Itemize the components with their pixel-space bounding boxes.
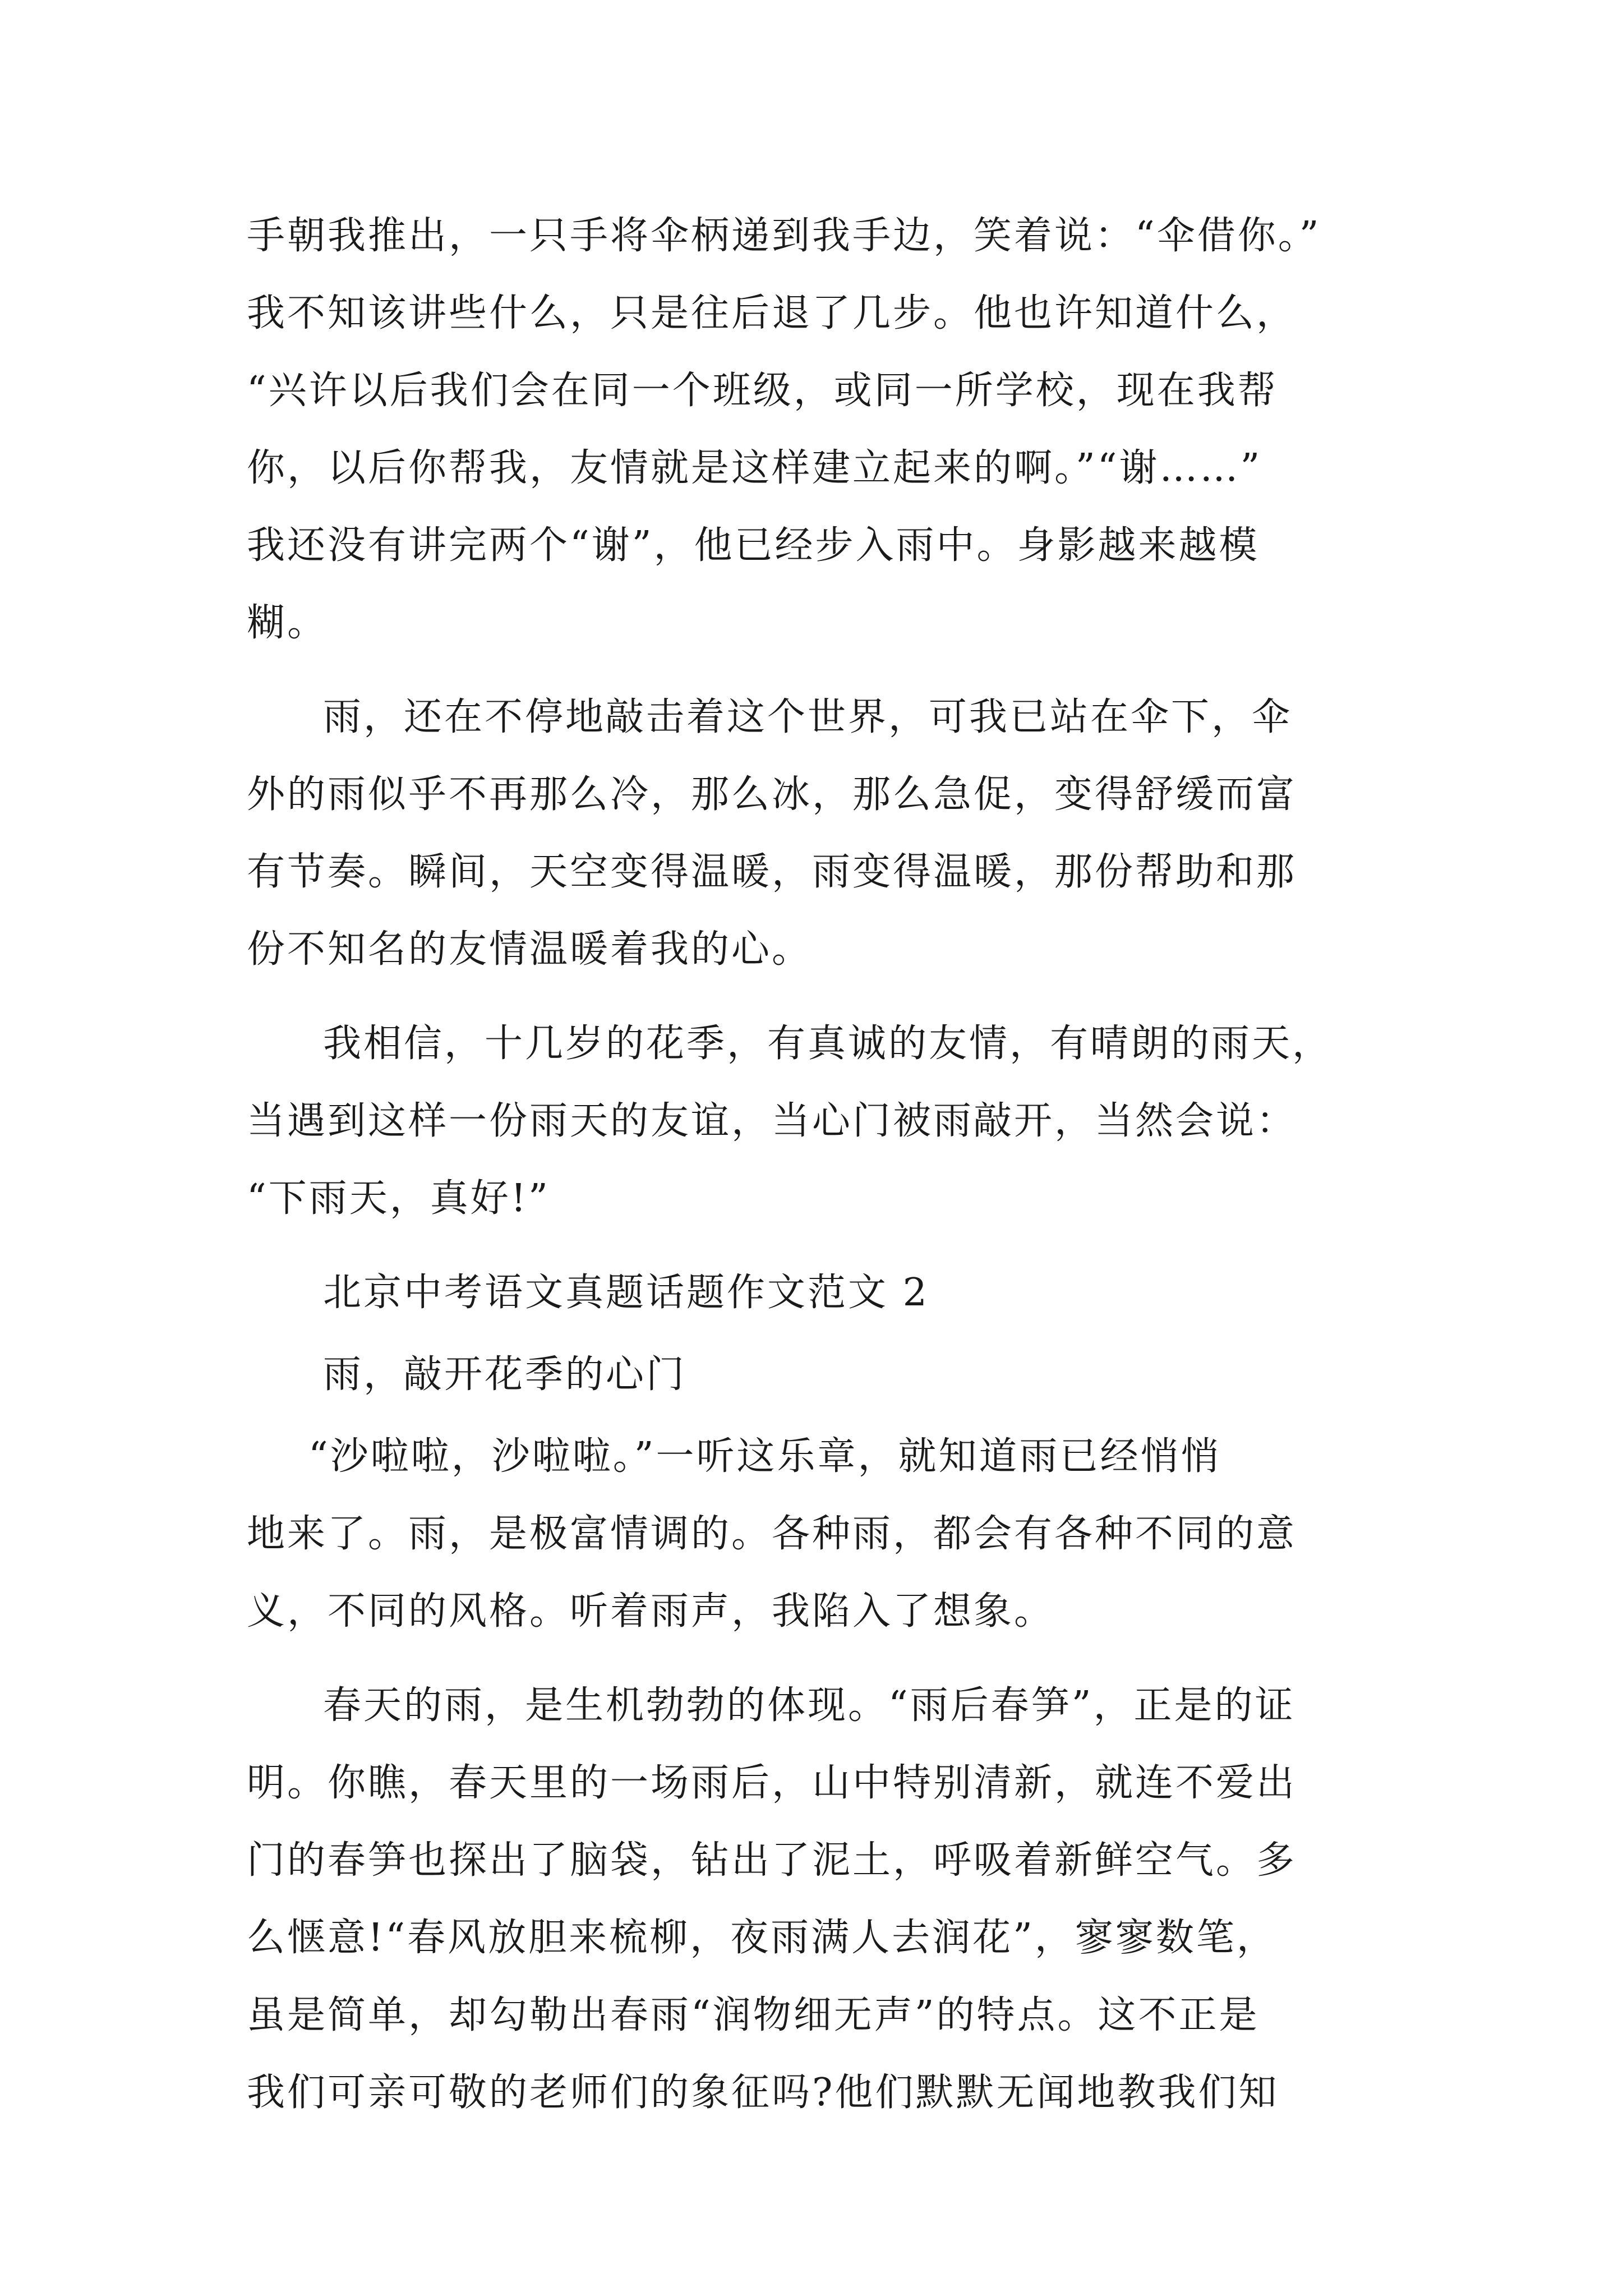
text-line: 有节奏。瞬间，天空变得温暖，雨变得温暖，那份帮助和那 — [247, 850, 1297, 894]
text-line: 雨，还在不停地敲击着这个世界，可我已站在伞下，伞 — [323, 695, 1293, 739]
paragraph-2 — [247, 679, 1391, 988]
text-line: 春天的雨，是生机勃勃的体现。“雨后春笋”，正是的证 — [323, 1683, 1295, 1728]
text-line: “下雨天，真好!” — [247, 1176, 550, 1221]
text-line: “兴许以后我们会在同一个班级，或同一所学校，现在我帮 — [247, 369, 1278, 413]
paragraph-3 — [247, 1005, 1391, 1237]
document-body — [247, 197, 1391, 2132]
text-line: 我们可亲可敬的老师们的象征吗?他们默默无闻地教我们知 — [247, 2070, 1279, 2115]
text-line: 份不知名的友情温暖着我的心。 — [247, 927, 813, 972]
text-line: 么惬意!“春风放胆来梳柳，夜雨满人去润花”，寥寥数笔， — [247, 1916, 1277, 1960]
section-title: 北京中考语文真题话题作文范文 2 — [323, 1271, 929, 1315]
text-line: 我不知该讲些什么，只是往后退了几步。他也许知道什么， — [247, 291, 1297, 335]
paragraph-5 — [247, 1667, 1391, 2132]
text-line: 我还没有讲完两个“谢”，他已经步入雨中。身影越来越模 — [247, 523, 1260, 568]
text-line: 你，以后你帮我，友情就是这样建立起来的啊。”“谢……” — [247, 446, 1262, 490]
paragraph-4 — [247, 1418, 1391, 1650]
text-line: 虽是简单，却勾勒出春雨“润物细无声”的特点。这不正是 — [247, 1993, 1260, 2037]
section-heading — [247, 1254, 1391, 1332]
essay-title: 雨，敲开花季的心门 — [323, 1352, 687, 1397]
text-line: 当遇到这样一份雨天的友谊，当心门被雨敲开，当然会说： — [247, 1099, 1297, 1143]
text-line: 手朝我推出，一只手将伞柄递到我手边，笑着说：“伞借你。” — [247, 214, 1321, 258]
paragraph-1 — [247, 197, 1391, 662]
text-line: 门的春笋也探出了脑袋，钻出了泥土，呼吸着新鲜空气。多 — [247, 1838, 1297, 1883]
text-line: 地来了。雨，是极富情调的。各种雨，都会有各种不同的意 — [247, 1512, 1297, 1556]
text-line: “沙啦啦，沙啦啦。”一听这乐章，就知道雨已经悄悄 — [308, 1434, 1221, 1479]
text-line: 明。你瞧，春天里的一场雨后，山中特别清新，就连不爱出 — [247, 1761, 1297, 1805]
essay-title-block — [247, 1336, 1391, 1414]
text-line: 外的雨似乎不再那么冷，那么冰，那么急促，变得舒缓而富 — [247, 772, 1297, 817]
text-line: 义，不同的风格。听着雨声，我陷入了想象。 — [247, 1589, 1055, 1634]
text-line: 糊。 — [247, 601, 328, 645]
text-line: 我相信，十几岁的花季，有真诚的友情，有晴朗的雨天， — [323, 1022, 1333, 1066]
